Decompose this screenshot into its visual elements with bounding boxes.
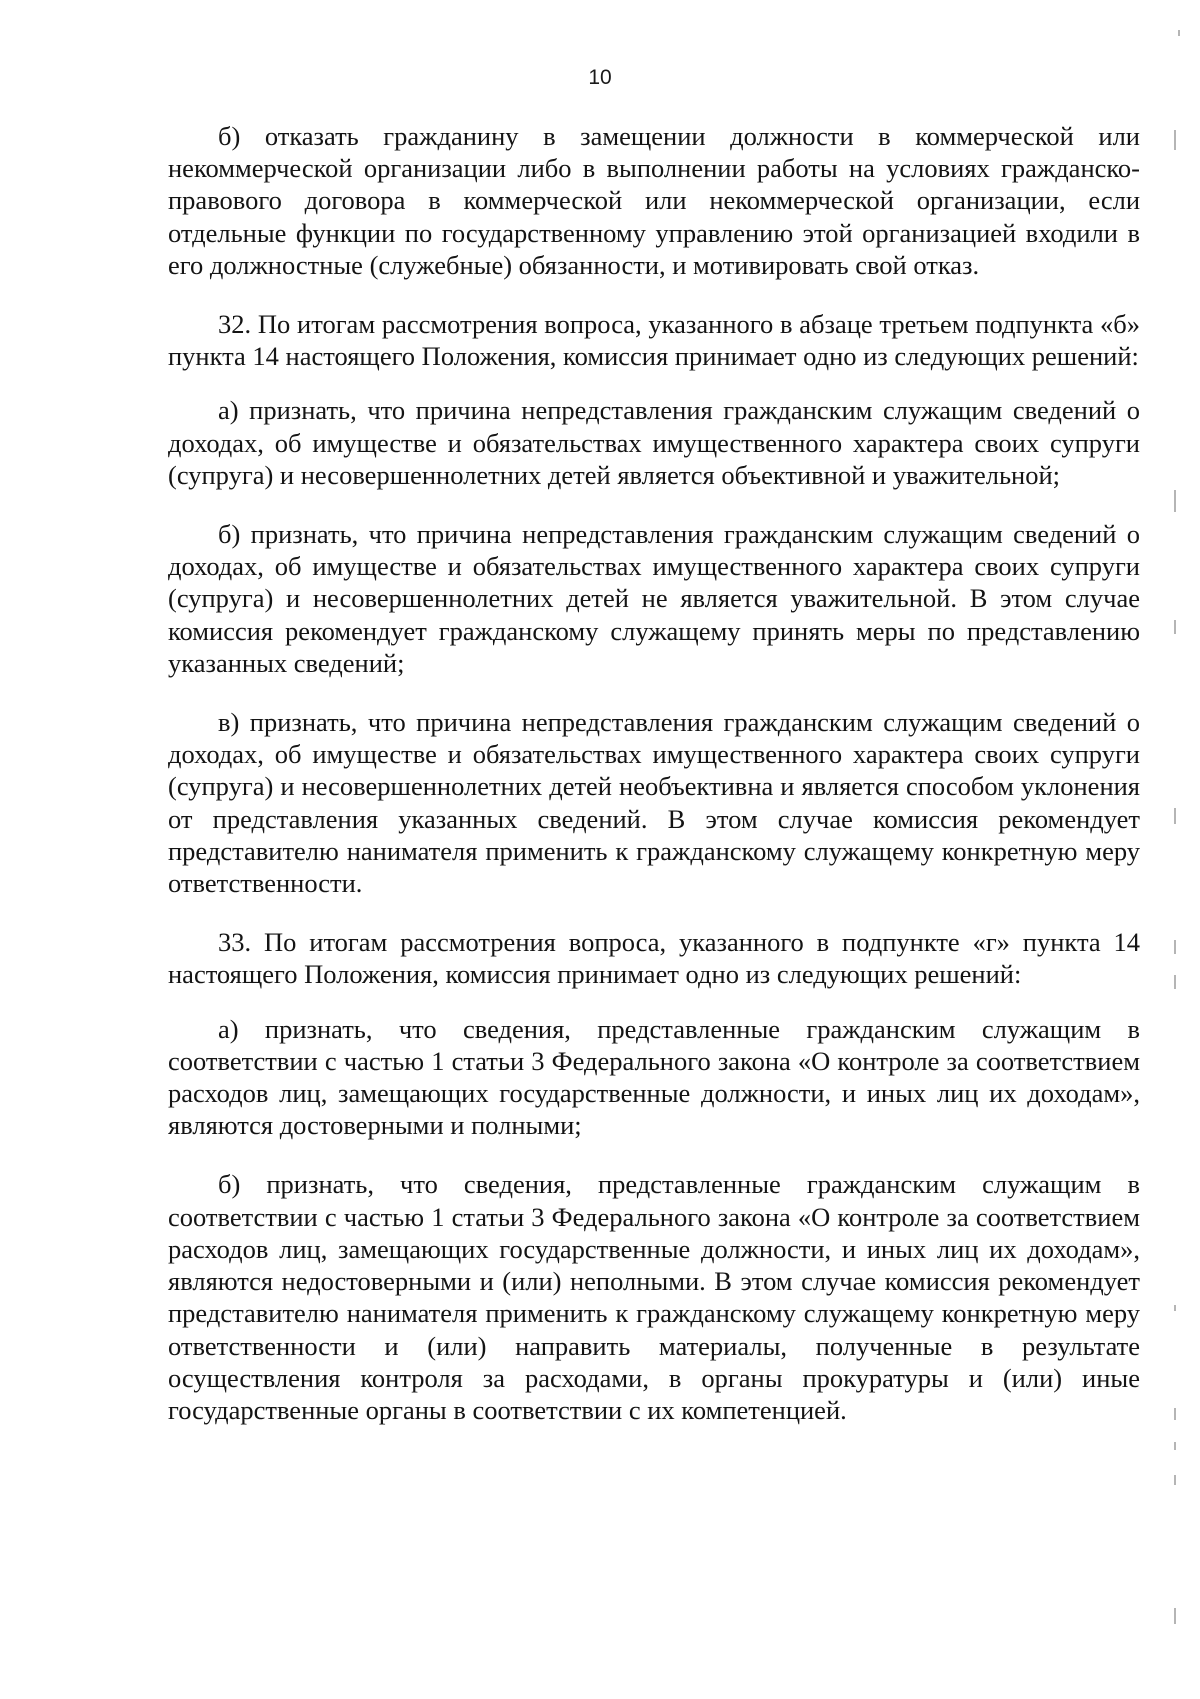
scan-margin-mark: [1174, 1608, 1176, 1624]
paragraph-32b-not-valid-reason: б) признать, что причина непредставления гражданским служащим сведений о доходах, об имуществе и обязательствах имущественного характера своих супруги (супруга) и несовершеннолетних детей не является уважительной. В этом случае комиссия рекомендует гражданскому служащему принять меры по представлению указанных сведений;: [168, 519, 1140, 678]
paragraph-33a-reliable-info: а) признать, что сведения, представленные гражданским служащим в соответствии с частью 1 статьи 3 Федерального закона «О контроле за соответствием расходов лиц, замещающих государственные должности, и иных лиц их доходам», являются достоверными и полными;: [168, 1013, 1140, 1141]
scan-margin-mark: [1174, 1475, 1176, 1485]
page-number: 10: [588, 66, 612, 89]
paragraph-33b-unreliable-info: б) признать, что сведения, представленные гражданским служащим в соответствии с частью 1 статьи 3 Федерального закона «О контроле за соответствием расходов лиц, замещающих государственные должности, и иных лиц их доходам», являются недостоверными и (или) неполными. В этом случае комиссия рекомендует представителю нанимателя применить к гражданскому служащему конкретную меру ответственности и (или) направить материалы, полученные в результате осуществления контроля за расходами, в органы прокуратуры и (или) иные государственные органы в соответствии с их компетенцией.: [168, 1169, 1140, 1425]
scan-margin-mark: [1174, 940, 1176, 954]
paragraph-32-intro: 32. По итогам рассмотрения вопроса, указанного в абзаце третьем подпункта «б» пункта 14 настоящего Положения, комиссия принимает одно из следующих решений:: [168, 309, 1140, 372]
scan-margin-mark: [1174, 130, 1176, 150]
paragraph-33-intro: 33. По итогам рассмотрения вопроса, указанного в подпункте «г» пункта 14 настоящего Положения, комиссия принимает одно из следующих решений:: [168, 927, 1140, 990]
paragraph-31b-refuse-citizen: б) отказать гражданину в замещении должности в коммерческой или некоммерческой организации либо в выполнении работы на условиях гражданско-правового договора в коммерческой или некоммерческой организации, если отдельные функции по государственному управлению этой организацией входили в его должностные (служебные) обязанности, и мотивировать свой отказ.: [168, 121, 1140, 280]
scan-margin-mark: [1174, 1408, 1176, 1420]
scan-margin-mark: [1174, 620, 1176, 634]
scan-margin-mark: [1174, 490, 1176, 512]
paragraph-32a-objective-reason: а) признать, что причина непредставления гражданским служащим сведений о доходах, об имуществе и обязательствах имущественного характера своих супруги (супруга) и несовершеннолетних детей является объективной и уважительной;: [168, 395, 1140, 490]
scan-margin-mark: [1174, 1442, 1176, 1450]
scan-margin-mark: [1174, 975, 1176, 989]
scan-margin-mark: [1174, 1305, 1176, 1311]
document-body: [168, 120, 1140, 1453]
paragraph-32c-evasion: в) признать, что причина непредставления гражданским служащим сведений о доходах, об имуществе и обязательствах имущественного характера своих супруги (супруга) и несовершеннолетних детей необъективна и является способом уклонения от представления указанных сведений. В этом случае комиссия рекомендует представителю нанимателя применить к гражданскому служащему конкретную меру ответственности.: [168, 707, 1140, 899]
scan-margin-mark: [1174, 808, 1176, 824]
scan-margin-mark: [1178, 30, 1180, 36]
